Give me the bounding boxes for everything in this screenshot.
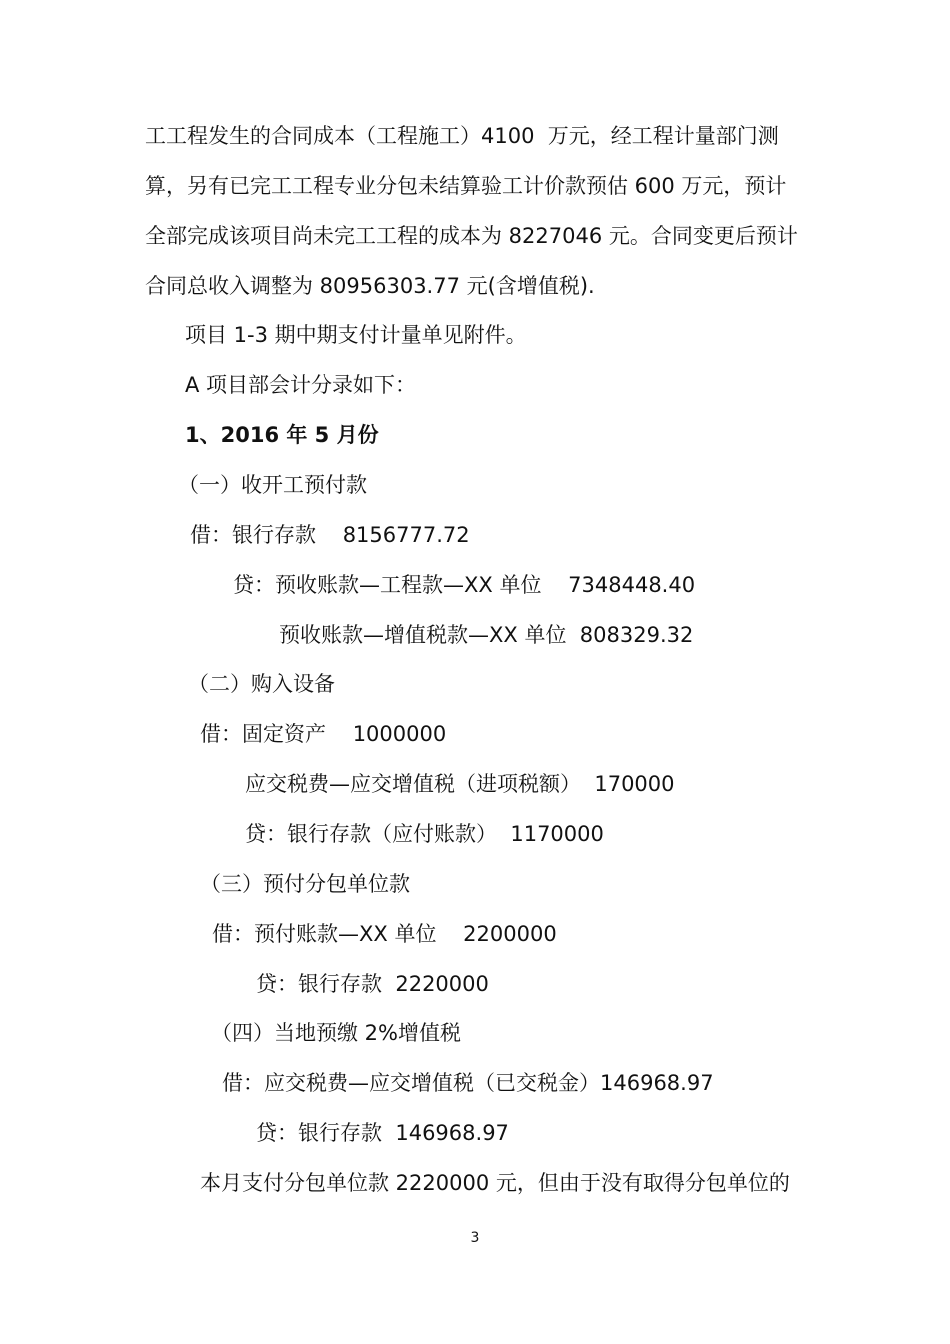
body-text-line: 工工程发生的合同成本（工程施工）4100 万元，经工程计量部门测	[145, 124, 779, 148]
entries-intro: A 项目部会计分录如下：	[185, 373, 417, 397]
attachment-note: 项目 1-3 期中期支付计量单见附件。	[185, 323, 527, 347]
entry-line: 预收账款—增值税款—XX 单位 808329.32	[279, 623, 694, 647]
entry-line: 借：应交税费—应交增值税（已交税金）146968.97	[222, 1071, 714, 1095]
section-title: （三）预付分包单位款	[200, 872, 410, 896]
body-text-line: 合同总收入调整为 80956303.77 元(含增值税).	[145, 274, 595, 298]
entry-line: 贷：预收账款—工程款—XX 单位 7348448.40	[233, 573, 696, 597]
entry-line: 借：预付账款—XX 单位 2200000	[212, 922, 557, 946]
body-text-line: 全部完成该项目尚未完工工程的成本为 8227046 元。合同变更后预计	[145, 224, 798, 248]
page-number: 3	[470, 1230, 480, 1246]
entry-line: 借：银行存款 8156777.72	[190, 523, 470, 547]
month-heading: 1、2016 年 5 月份	[185, 423, 379, 447]
section-title: （一）收开工预付款	[178, 473, 367, 497]
body-text-line: 本月支付分包单位款 2220000 元，但由于没有取得分包单位的	[200, 1171, 790, 1195]
entry-line: 贷：银行存款（应付账款） 1170000	[245, 822, 604, 846]
body-text-line: 算，另有已完工工程专业分包未结算验工计价款预估 600 万元，预计	[145, 174, 787, 198]
entry-line: 贷：银行存款 2220000	[256, 972, 489, 996]
entry-line: 贷：银行存款 146968.97	[256, 1121, 509, 1145]
section-title: （四）当地预缴 2%增值税	[211, 1021, 461, 1045]
section-title: （二）购入设备	[188, 672, 335, 696]
entry-line: 借：固定资产 1000000	[200, 722, 447, 746]
entry-line: 应交税费—应交增值税（进项税额） 170000	[245, 772, 675, 796]
